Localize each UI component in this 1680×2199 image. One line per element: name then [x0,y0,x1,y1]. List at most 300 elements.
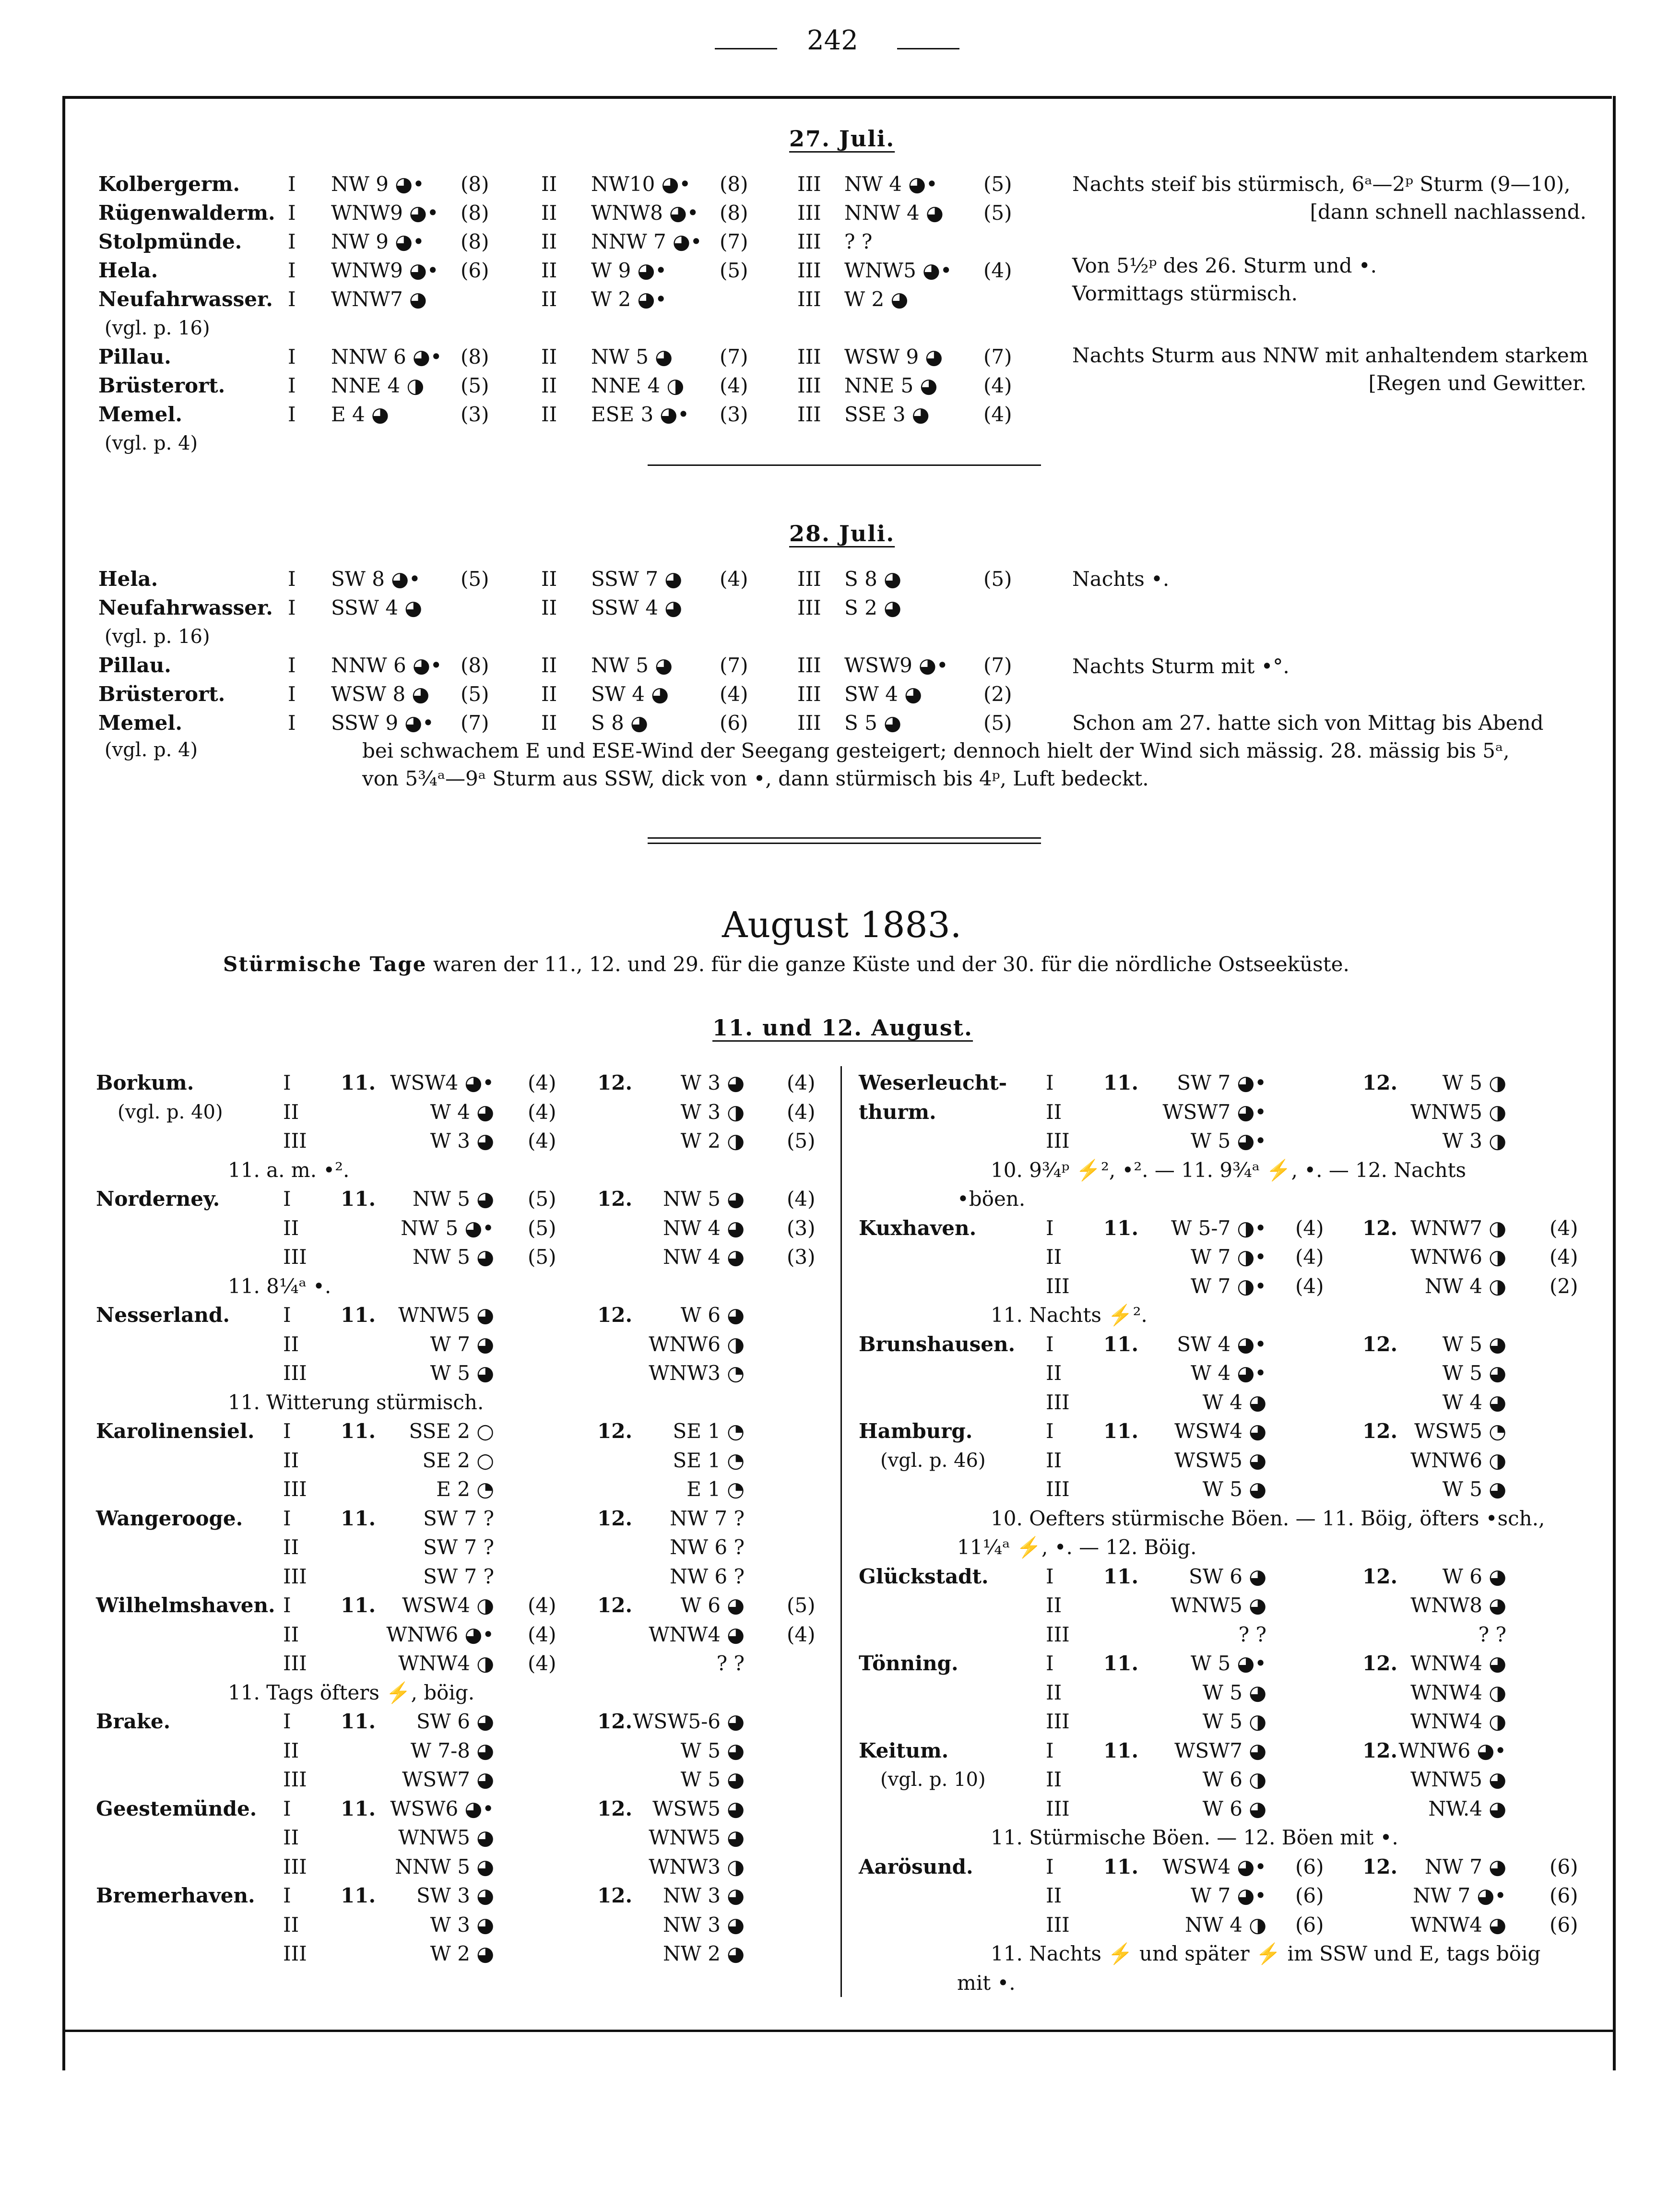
observation: NNE 5 ◕ [844,374,938,397]
sea-state: (5) [983,567,1012,591]
sea-state: (8) [461,345,489,368]
july27-row [0,372,1065,400]
observation-day11: E 2 ◔ [436,1477,494,1501]
observation-day11: NW 5 ◕ [413,1187,494,1211]
observation: S 5 ◕ [844,711,901,735]
observation-day11: W 5 ◕• [1190,1652,1266,1675]
observation-day11: W 6 ◑ [1202,1768,1266,1791]
observation-day12: NW 4 ◑ [1425,1274,1506,1298]
day-label: 12. [597,1796,633,1820]
reading-label: II [1046,1448,1062,1472]
day-label: 11. [341,1071,376,1094]
observation-day12: NW 3 ◕ [663,1884,745,1907]
observation: NNW 4 ◕ [844,201,944,225]
observation-day12: NW 5 ◕ [663,1187,745,1211]
observation: SSW 4 ◕ [591,596,683,619]
day-label: 12. [1362,1738,1398,1762]
day-label: 12. [597,1187,633,1211]
day-label: 11. [341,1796,376,1820]
observation: WNW9 ◕• [331,201,439,225]
observation-day12: W 6 ◕ [680,1303,745,1327]
day-label: 12. [1362,1332,1398,1356]
observation: SSW 7 ◕ [591,567,683,591]
observation-day12: NW 4 ◕ [663,1245,745,1269]
observation-day11: W 6 ◕ [1202,1796,1266,1820]
observation-day11: WSW5 ◕ [1174,1448,1266,1472]
reading-label: III [1046,1913,1070,1937]
reading-label: II [283,1622,299,1646]
station-name: (vgl. p. 16) [105,317,210,339]
observation-day11: SW 7 ? [423,1564,494,1588]
day-label: 11. [341,1506,376,1530]
sea-state: (4) [528,1100,556,1124]
observation: NW 5 ◕ [591,654,673,677]
observation: SSE 3 ◕ [844,403,930,426]
station-name: thurm. [859,1100,936,1124]
reading-label: III [1046,1710,1070,1733]
observation-day12: W 3 ◑ [1442,1129,1506,1153]
observation-day12: NW 6 ? [670,1535,745,1559]
reading-label: I [283,1506,291,1530]
observation-day12: WNW3 ◔ [649,1361,745,1385]
day-label: 11. [1103,1216,1139,1240]
remark-continuation [0,1969,1680,1997]
station-name: Geestemünde. [96,1796,257,1820]
reading-label: II [541,711,557,735]
station-name: Wilhelmshaven. [96,1593,275,1617]
section-heading-july28: 28. Juli. [789,521,895,547]
station-row [0,1447,1680,1474]
sea-state: (5) [528,1245,556,1269]
station-row [0,1272,1680,1300]
observation: WSW 8 ◕ [331,682,430,706]
july27-row [0,170,1065,198]
observation: SSW 9 ◕• [331,711,434,735]
reading-label: I [288,259,296,282]
reading-label: I [288,567,296,591]
sea-state: (3) [787,1245,816,1269]
intro-text: waren der 11., 12. und 29. für die ganze Küste und der 30. für die nördliche Ostseeküste. [433,952,1349,976]
observation-day12: WNW6 ◕• [1398,1738,1506,1762]
day-label: 11. [1103,1652,1139,1675]
station-name: (vgl. p. 16) [105,626,210,648]
observation-day11: WNW5 ◕ [398,1303,494,1327]
reading-label: III [797,596,821,619]
reading-label: III [797,345,821,368]
observation-day11: SW 7 ? [423,1535,494,1559]
observation-day11: WSW7 ◕ [402,1768,494,1791]
reading-label: III [283,1564,307,1588]
observation-day12: NW 3 ◕ [663,1913,745,1937]
sea-state: (6) [1550,1884,1578,1907]
station-name: Brake. [96,1710,171,1733]
observation-day12: WNW5 ◕ [649,1826,745,1849]
reading-label: II [1046,1100,1062,1124]
observation: WNW8 ◕• [591,201,699,225]
reading-label: I [288,711,296,735]
reading-label: III [283,1942,307,1965]
observation-day12: W 4 ◕ [1442,1390,1506,1414]
station-row [0,1650,1680,1677]
station-name: Keitum. [859,1738,949,1762]
reading-label: I [1046,1738,1054,1762]
reading-label: I [1046,1854,1054,1878]
observation-day11: WNW5 ◕ [398,1826,494,1849]
reading-label: II [283,1913,299,1937]
sea-state: (4) [528,1652,556,1675]
remark-line [0,1156,1680,1184]
reading-label: II [1046,1884,1062,1907]
observation-day11: WSW7 ◕• [1162,1100,1266,1124]
station-row [0,1214,1680,1242]
station-name: Neufahrwasser. [98,596,273,619]
station-row [0,1882,1680,1910]
day-label: 11. [1103,1332,1139,1356]
reading-label: II [283,1100,299,1124]
observation-day11: W 2 ◕ [430,1942,494,1965]
reading-label: I [283,1796,291,1820]
note-july27-5: Nachts Sturm aus NNW mit anhaltendem starkem [1072,344,1588,367]
observation-day12: W 6 ◕ [1442,1564,1506,1588]
station-name: Neufahrwasser. [98,287,273,311]
reading-label: III [797,654,821,677]
frame-top-rule [65,96,1612,99]
reading-label: I [288,682,296,706]
observation-day12: WSW5 ◕ [652,1796,745,1820]
sea-state: (7) [720,230,748,253]
observation-day11: W 4 ◕ [1202,1390,1266,1414]
july28-row [0,709,1065,737]
reading-label: III [1046,1274,1070,1298]
station-name: Kolbergerm. [98,172,240,196]
station-row [0,1475,1680,1503]
observation: W 2 ◕• [591,287,667,311]
sea-state: (4) [1550,1216,1578,1240]
sea-state: (6) [1295,1884,1324,1907]
sea-state: (4) [720,567,748,591]
observation-day12: WSW5-6 ◕ [633,1710,745,1733]
observation-day11: NW 5 ◕• [401,1216,494,1240]
station-name: (vgl. p. 40) [118,1101,223,1123]
day-label: 11. [341,1303,376,1327]
remark-continuation [0,1533,1680,1561]
observation: WSW 9 ◕ [844,345,943,368]
sea-state: (8) [720,201,748,225]
reading-label: I [288,596,296,619]
reading-label: I [288,287,296,311]
observation-day11: SW 6 ◕ [416,1710,494,1733]
observation: W 9 ◕• [591,259,667,282]
station-name: Brunshausen. [859,1332,1016,1356]
sea-state: (3) [720,403,748,426]
reading-label: III [797,259,821,282]
reading-label: I [283,1884,291,1907]
sea-state: (6) [461,259,489,282]
station-name: Hamburg. [859,1419,973,1443]
memel-reference-july28: (vgl. p. 4) [105,739,198,761]
observation: NNW 6 ◕• [331,345,442,368]
station-row [0,1795,1680,1823]
sea-state: (4) [528,1622,556,1646]
sea-state: (5) [461,567,489,591]
reading-label: III [283,1652,307,1675]
reading-label: III [283,1245,307,1269]
station-row [0,1359,1680,1387]
observation-day12: WNW5 ◑ [1410,1100,1506,1124]
observation-day12: WNW3 ◑ [649,1854,745,1878]
reading-label: III [797,201,821,225]
sea-state: (8) [461,230,489,253]
remark-line [0,1824,1680,1852]
station-name: (vgl. p. 4) [105,432,198,454]
reading-label: III [797,403,821,426]
reading-label: III [797,711,821,735]
sea-state: (2) [1550,1274,1578,1298]
station-name: Glückstadt. [859,1564,989,1588]
station-name: Pillau. [98,654,171,677]
double-rule-bottom [648,843,1041,844]
july27-row [0,199,1065,227]
sea-state: (6) [1295,1854,1324,1878]
observation-day12: W 5 ◕ [1442,1332,1506,1356]
reading-label: III [797,230,821,253]
reading-label: III [1046,1796,1070,1820]
reading-label: II [1046,1768,1062,1791]
day-label: 11. [341,1187,376,1211]
observation-day11: W 7 ◑• [1190,1274,1266,1298]
reading-label: II [283,1738,299,1762]
july27-row [0,257,1065,285]
observation-day11: WNW6 ◕• [386,1622,494,1646]
reading-label: III [283,1129,307,1153]
reading-label: II [1046,1361,1062,1385]
observation-day11: W 4 ◕ [430,1100,494,1124]
remark-line [0,1301,1680,1329]
station-name: Borkum. [96,1071,194,1094]
observation-day11: WSW7 ◕ [1174,1738,1266,1762]
sea-state: (8) [461,201,489,225]
station-row [0,1708,1680,1735]
observation: NW 9 ◕• [331,230,425,253]
july28-row [0,623,1065,651]
sea-state: (5) [720,259,748,282]
remark-line [0,1940,1680,1968]
remark-text: 11¼ᵃ ⚡, •. — 12. Böig. [957,1535,1197,1559]
remark-continuation [0,1185,1680,1213]
observation-day11: W 5 ◕ [430,1361,494,1385]
remark-text: 11. Witterung stürmisch. [228,1390,484,1414]
sea-state: (4) [787,1622,816,1646]
day-label: 12. [597,1710,633,1733]
station-row [0,1621,1680,1649]
sea-state: (5) [461,374,489,397]
observation-day11: W 7-8 ◕ [410,1738,494,1762]
note-july27-1: Nachts steif bis stürmisch, 6ᵃ—2ᵖ Sturm (9—10), [1072,172,1571,196]
observation-day12: WNW6 ◑ [1410,1448,1506,1472]
observation-day11: SW 7 ◕• [1177,1071,1266,1094]
observation: SW 8 ◕• [331,567,421,591]
month-title: August 1883. [722,904,962,946]
observation-day12: WNW5 ◕ [1410,1768,1506,1791]
observation-day12: WNW7 ◑ [1410,1216,1506,1240]
july27-row [0,401,1065,428]
observation: NNW 6 ◕• [331,654,442,677]
reading-label: II [541,259,557,282]
reading-label: II [541,172,557,196]
reading-label: III [797,567,821,591]
observation-day11: W 5 ◑ [1202,1710,1266,1733]
sea-state: (5) [787,1129,816,1153]
observation-day11: W 5 ◕ [1202,1477,1266,1501]
observation-day12: W 5 ◕ [680,1768,745,1791]
july28-row [0,652,1065,679]
day-label: 11. [341,1710,376,1733]
separator-rule [648,464,1041,466]
sea-state: (4) [528,1593,556,1617]
observation: WNW9 ◕• [331,259,439,282]
observation: NNW 7 ◕• [591,230,702,253]
reading-label: II [1046,1680,1062,1704]
observation-day12: ? ? [1478,1622,1506,1646]
observation-day11: SSE 2 ○ [409,1419,494,1443]
observation: WNW5 ◕• [844,259,952,282]
remark-line [0,1505,1680,1533]
sea-state: (5) [983,172,1012,196]
day-label: 11. [1103,1071,1139,1094]
observation: WNW7 ◕ [331,287,427,311]
observation-day12: W 3 ◕ [680,1071,745,1094]
july28-row [0,594,1065,622]
station-row [0,1911,1680,1939]
remark-text: 10. 9¾ᵖ ⚡², •². — 11. 9¾ᵃ ⚡, •. — 12. Nachts [991,1158,1467,1182]
observation-day12: SE 1 ◔ [673,1448,745,1472]
station-row [0,1098,1680,1126]
sea-state: (5) [983,711,1012,735]
observation-day11: W 5 ◕ [1202,1680,1266,1704]
observation-day12: W 2 ◑ [680,1129,745,1153]
observation-day12: WNW6 ◑ [1410,1245,1506,1269]
observation-day12: NW 7 ◕• [1413,1884,1506,1907]
reading-label: II [541,654,557,677]
station-name: Hela. [98,567,158,591]
note-july27-6: [Regen und Gewitter. [1368,371,1586,395]
station-name: Pillau. [98,345,171,368]
note-july28-3: Schon am 27. hatte sich von Mittag bis Abend [1072,711,1544,735]
observation-day11: SW 7 ? [423,1506,494,1530]
reading-label: II [541,287,557,311]
observation: WSW9 ◕• [844,654,948,677]
sea-state: (4) [1295,1216,1324,1240]
station-name: Bremerhaven. [96,1884,255,1907]
observation-day12: W 3 ◑ [680,1100,745,1124]
reading-label: II [541,230,557,253]
reading-label: I [288,201,296,225]
station-name: Brüsterort. [98,374,225,397]
day-label: 12. [1362,1854,1398,1878]
day-label: 12. [1362,1564,1398,1588]
day-label: 11. [1103,1564,1139,1588]
sea-state: (7) [720,654,748,677]
reading-label: III [283,1477,307,1501]
day-label: 12. [597,1593,633,1617]
day-label: 11. [1103,1738,1139,1762]
observation-day12: SE 1 ◔ [673,1419,745,1443]
sea-state: (4) [1295,1245,1324,1269]
sea-state: (4) [720,374,748,397]
reading-label: I [283,1071,291,1094]
day-label: 11. [341,1593,376,1617]
observation-day12: E 1 ◔ [686,1477,745,1501]
section-heading-july27: 27. Juli. [789,126,895,152]
observation: E 4 ◕ [331,403,389,426]
station-name: Karolinensiel. [96,1419,255,1443]
station-name: Norderney. [96,1187,220,1211]
reading-label: I [283,1187,291,1211]
sea-state: (7) [983,345,1012,368]
sea-state: (5) [461,682,489,706]
reading-label: II [541,374,557,397]
reading-label: I [283,1710,291,1733]
observation-day12: WNW4 ◑ [1410,1710,1506,1733]
observation-day12: W 6 ◕ [680,1593,745,1617]
sea-state: (4) [1550,1245,1578,1269]
station-name: Rügenwalderm. [98,201,275,225]
day-label: 12. [597,1506,633,1530]
station-name: Stolpmünde. [98,230,242,253]
note-july27-3: Von 5½ᵖ des 26. Sturm und •. [1072,254,1377,277]
sea-state: (8) [461,172,489,196]
station-name: Brüsterort. [98,682,225,706]
observation-day12: WNW8 ◕ [1410,1593,1506,1617]
observation: NW10 ◕• [591,172,691,196]
day-label: 12. [597,1419,633,1443]
note-july28-4: bei schwachem E und ESE-Wind der Seegang gesteigert; dennoch hielt der Wind sich mässig. 28. mässig bis 5ᵃ, [362,739,1510,762]
station-name: Memel. [98,711,182,735]
station-row [0,1737,1680,1765]
reading-label: III [283,1854,307,1878]
day-label: 11. [341,1419,376,1443]
reading-label: I [288,172,296,196]
reading-label: II [541,345,557,368]
observation-day12: NW 7 ◕ [1425,1854,1506,1878]
observation-day11: W 7 ◑• [1190,1245,1266,1269]
observation-day11: W 3 ◕ [430,1913,494,1937]
note-july28-2: Nachts Sturm mit •°. [1072,654,1290,678]
page-number: 242 [807,25,858,56]
observation-day11: WSW4 ◕• [1162,1854,1266,1878]
remark-text: 11. Stürmische Böen. — 12. Böen mit •. [991,1826,1398,1849]
remark-text: 11. 8¼ᵃ •. [228,1274,331,1298]
reading-label: III [797,374,821,397]
station-name: (vgl. p. 46) [880,1449,986,1472]
reading-label: I [288,374,296,397]
observation: NNE 4 ◑ [331,374,425,397]
observation: NW 9 ◕• [331,172,425,196]
reading-label: I [288,345,296,368]
reading-label: III [797,287,821,311]
day-label: 11. [1103,1419,1139,1443]
remark-text: 11. Tags öfters ⚡, böig. [228,1680,475,1704]
observation-day11: NW 5 ◕ [413,1245,494,1269]
reading-label: I [1046,1652,1054,1675]
observation-day11: NW 4 ◑ [1185,1913,1266,1937]
reading-label: II [541,567,557,591]
sea-state: (4) [528,1071,556,1094]
day-label: 12. [1362,1071,1398,1094]
observation-day11: W 7 ◕ [430,1332,494,1356]
note-july27-2: [dann schnell nachlassend. [1310,200,1586,224]
station-name: Aarösund. [859,1854,973,1878]
